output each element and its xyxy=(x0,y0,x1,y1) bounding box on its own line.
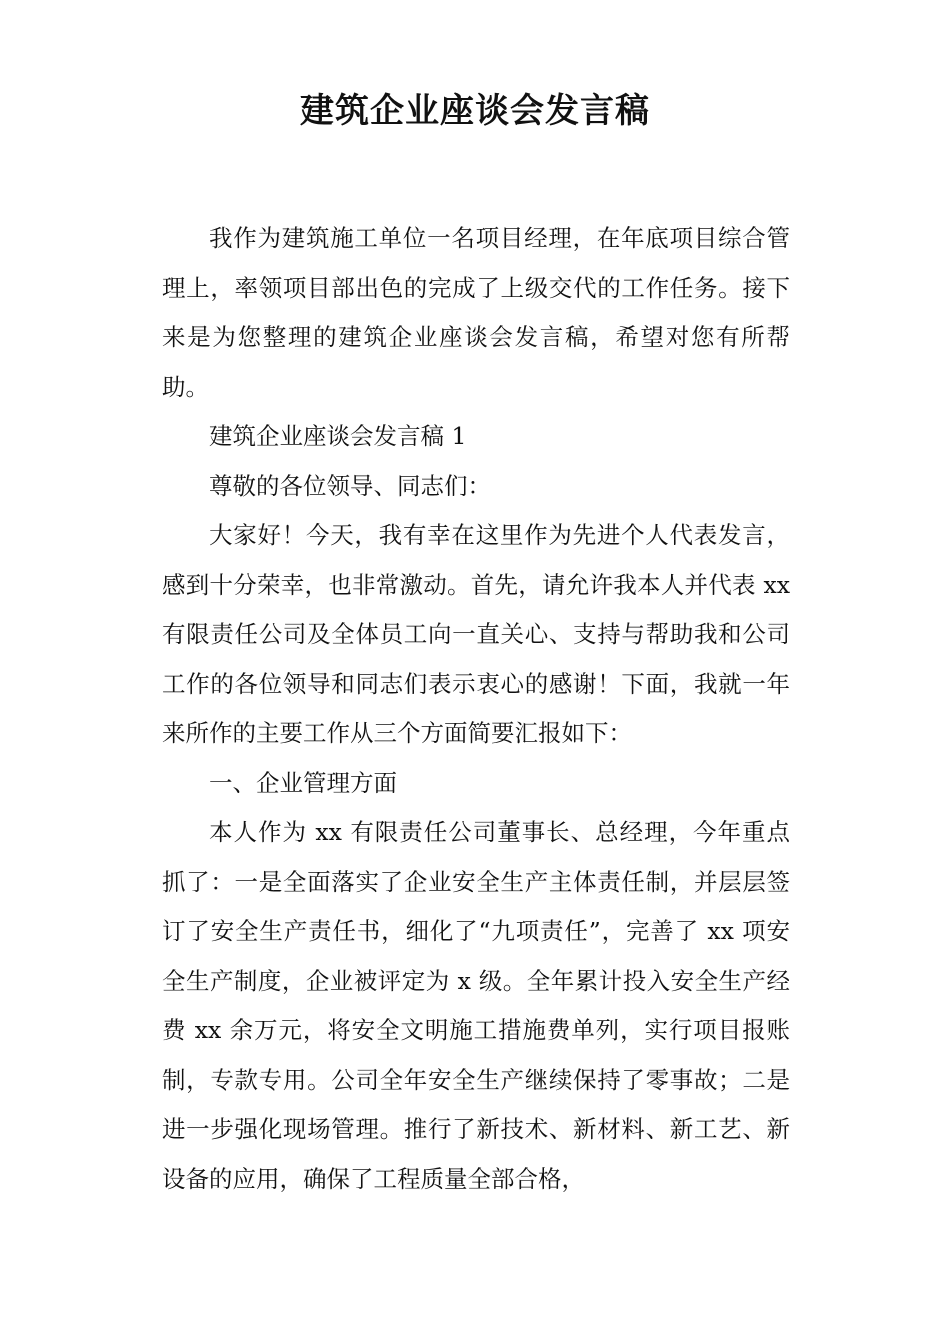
speech-heading: 建筑企业座谈会发言稿 1 xyxy=(209,422,467,450)
document-title: 建筑企业座谈会发言稿 xyxy=(300,91,650,131)
salutation: 尊敬的各位领导、同志们： xyxy=(209,471,491,500)
management-paragraph: 本人作为 xx 有限责任公司董事长、总经理，今年重点抓了：一是全面落实了企业安全生产主体责任制，并层层签订了安全生产责任书，细化了“九项责任”，完善了 xx 项安全生产制度，企业被评定为 x 级。全年累计投入安全生产经费 xx 余万元，将安全文明施工措施费单列，实行项目报账制，专款专用。公司全年安全生产继续保持了零事故；二是进一步强化现场管理。推行了新技术、新材料、新工艺、新设备的应用，确保了工程质量全部合格， xyxy=(162,818,790,1193)
greeting-paragraph: 大家好！今天，我有幸在这里作为先进个人代表发言，感到十分荣幸，也非常激动。首先，请允许我本人并代表 xx 有限责任公司及全体员工向一直关心、支持与帮助我和公司工作的各位领导和同志们表示衷心的感谢！下面，我就一年来所作的主要工作从三个方面简要汇报如下： xyxy=(162,521,790,747)
intro-paragraph: 我作为建筑施工单位一名项目经理，在年底项目综合管理上，率领项目部出色的完成了上级交代的工作任务。接下来是为您整理的建筑企业座谈会发言稿，希望对您有所帮助。 xyxy=(162,224,790,401)
section-heading: 一、企业管理方面 xyxy=(209,768,397,797)
document-body xyxy=(162,214,790,1204)
